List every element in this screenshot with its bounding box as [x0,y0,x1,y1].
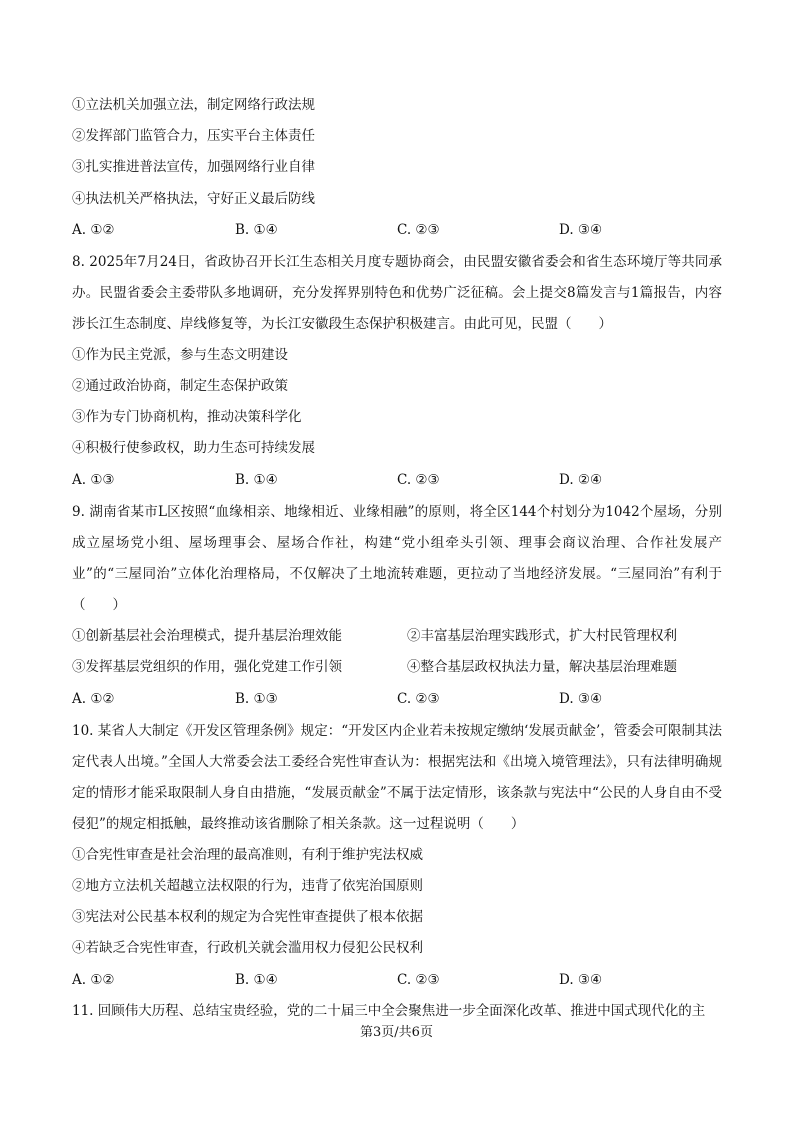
q8-options [72,470,722,490]
q7-options [72,220,722,240]
q9-statement-2: ②丰富基层治理实践形式，扩大村民管理权利 [407,628,677,644]
q8-option-b[interactable]: B. ①④ [235,472,278,488]
q9-statement-4: ④整合基层政权执法力量，解决基层治理难题 [407,659,677,675]
q10-statement-2: ②地方立法机关超越立法权限的行为，违背了依宪治国原则 [72,878,423,894]
q7-option-d[interactable]: D. ③④ [559,222,603,238]
q8-statement-1: ①作为民主党派，参与生态文明建设 [72,347,288,363]
q9-stem: 9. 湖南省某市L区按照“血缘相亲、地缘相近、业缘相融”的原则，将全区144个村划分为1042个屋场，分别成立屋场党小组、屋场理事会、屋场合作社，构建“党小组牵头引领、理事会商议治理、合作社发展产业”的“三屋同治”立体化治理格局，不仅解决了土地流转难题，更拉动了当地经济发展。“三屋同治”有利于（ ） [72,504,722,613]
q8-option-c[interactable]: C. ②③ [397,472,440,488]
q10-option-a[interactable]: A. ①② [72,972,115,988]
q9-statement-3: ③发挥基层党组织的作用，强化党建工作引领 [72,659,342,675]
q9-statement-1: ①创新基层社会治理模式，提升基层治理效能 [72,628,342,644]
q9-statements-row-1 [72,626,722,646]
q9-statements-row-2 [72,657,722,677]
q9-option-b[interactable]: B. ①③ [235,691,278,707]
q10-option-b[interactable]: B. ①④ [235,972,278,988]
q10-statement-3: ③宪法对公民基本权利的规定为合宪性审查提供了根本依据 [72,909,423,925]
q7-statement-4: ④执法机关严格执法，守好正义最后防线 [72,191,315,207]
q8-statement-4: ④积极行使参政权，助力生态可持续发展 [72,440,315,456]
q7-statement-1: ①立法机关加强立法，制定网络行政法规 [72,97,315,113]
q9-options [72,689,722,709]
q10-statement-4: ④若缺乏合宪性审查，行政机关就会滥用权力侵犯公民权利 [72,940,423,956]
q8-option-a[interactable]: A. ①③ [72,472,115,488]
q10-statement-1: ①合宪性审查是社会治理的最高准则，有利于维护宪法权威 [72,847,423,863]
q10-option-c[interactable]: C. ②③ [397,972,440,988]
q8-stem: 8. 2025年7月24日，省政协召开长江生态相关月度专题协商会，由民盟安徽省委会和省生态环境厅等共同承办。民盟省委会主委带队多地调研，充分发挥界别特色和优势广泛征稿。会上提交8篇发言与1篇报告，内容涉长江生态制度、岸线修复等，为长江安徽段生态保护积极建言。由此可见，民盟（ ） [72,254,722,332]
q10-option-d[interactable]: D. ③④ [559,972,603,988]
q10-stem: 10. 某省人大制定《开发区管理条例》规定：“开发区内企业若未按规定缴纳‘发展贡献金’，管委会可限制其法定代表人出境。”全国人大常委会法工委经合宪性审查认为：根据宪法和《出境入境管理法》，只有法律明确规定的情形才能采取限制人身自由措施，“发展贡献金”不属于法定情形，该条款与宪法中“公民的人身自由不受侵犯”的规定相抵触，最终推动该省删除了相关条款。这一过程说明（ ） [72,723,722,832]
q7-option-c[interactable]: C. ②③ [397,222,440,238]
q10-options [72,970,722,990]
q11-stem-start: 11. 回顾伟大历程、总结宝贵经验，党的二十届三中全会聚焦进一步全面深化改革、推进中国式现代化的主 [72,1003,706,1019]
q8-statement-2: ②通过政治协商，制定生态保护政策 [72,378,288,394]
q8-statement-3: ③作为专门协商机构，推动决策科学化 [72,409,302,425]
page-footer: 第3页/共6页 [360,1025,433,1040]
q9-option-c[interactable]: C. ②③ [397,691,440,707]
q7-statement-3: ③扎实推进普法宣传，加强网络行业自律 [72,159,315,175]
q7-option-b[interactable]: B. ①④ [235,222,278,238]
q9-option-a[interactable]: A. ①② [72,691,115,707]
q7-statement-2: ②发挥部门监管合力，压实平台主体责任 [72,128,315,144]
q7-option-a[interactable]: A. ①② [72,222,115,238]
q9-option-d[interactable]: D. ③④ [559,691,603,707]
q8-option-d[interactable]: D. ②④ [559,472,603,488]
